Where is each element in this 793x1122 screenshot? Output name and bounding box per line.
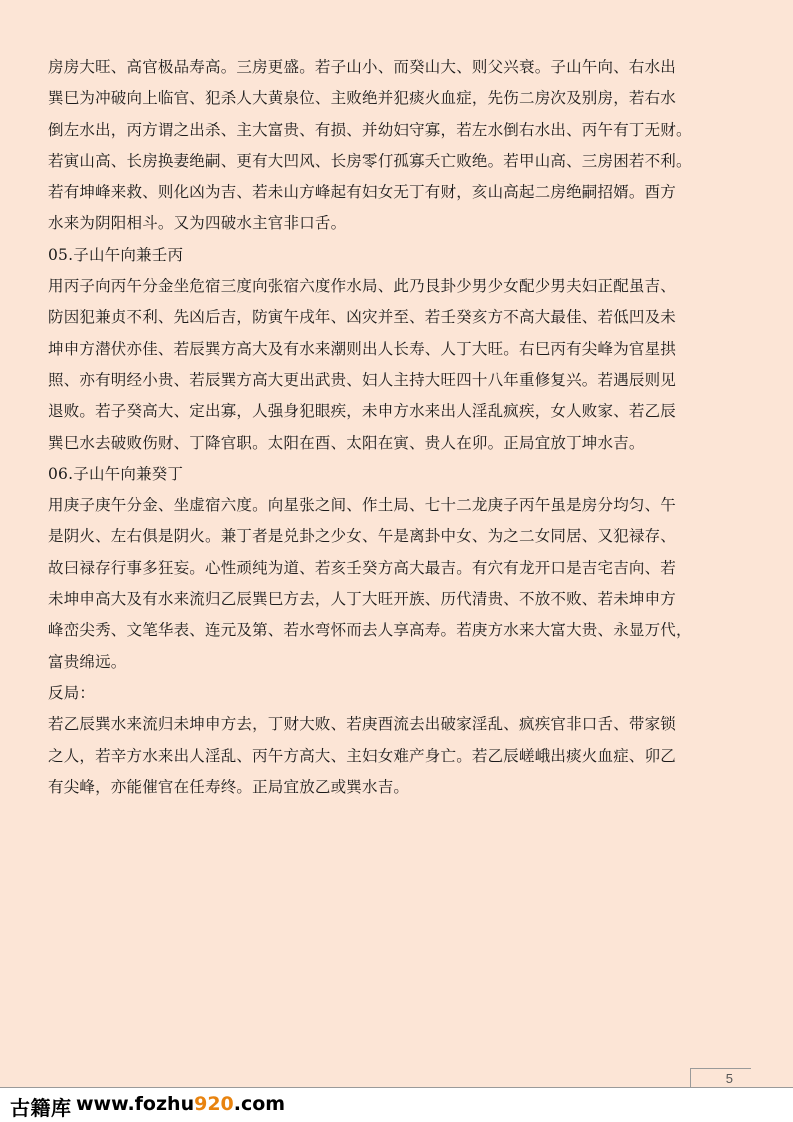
document-body	[48, 52, 750, 803]
text-line: 若有坤峰来救、则化凶为吉、若未山方峰起有妇女无丁有财，亥山高起二房绝嗣招婿。酉方	[48, 183, 677, 202]
page-number-box	[690, 1068, 751, 1089]
text-line: 巽巳为冲破向上临官、犯杀人大黄泉位、主败绝并犯痰火血症，先伤二房次及别房，若右水	[48, 89, 677, 108]
text-line: 房房大旺、高官极品寿高。三房更盛。若子山小、而癸山大、则父兴衰。子山午向、右水出	[48, 58, 677, 76]
section-heading-05: 05.子山午向兼壬丙	[48, 245, 184, 264]
section-heading-06: 06.子山午向兼癸丁	[48, 464, 184, 483]
text-line: 水来为阴阳相斗。又为四破水主官非口舌。	[48, 214, 347, 233]
text-line: 富贵绵远。	[48, 652, 127, 671]
footer-url[interactable]	[76, 1093, 285, 1115]
text-line: 若寅山高、长房换妻绝嗣、更有大凹风、长房零仃孤寡夭亡败绝。若甲山高、三房困若不利。	[48, 151, 692, 170]
footer-url-highlight: 920	[194, 1093, 234, 1115]
page-number: 5	[725, 1071, 733, 1086]
section-heading-reverse: 反局：	[48, 683, 96, 702]
text-line: 防因犯兼贞不利、先凶后吉，防寅午戌年、凶灾并至、若壬癸亥方不高大最佳、若低凹及未	[48, 308, 677, 327]
footer-url-suffix: .com	[233, 1093, 286, 1115]
text-line: 是阴火、左右俱是阴火。兼丁者是兑卦之少女、午是离卦中女、为之二女同居、又犯禄存、	[48, 527, 677, 546]
text-line: 坤申方潜伏亦佳、若辰巽方高大及有水来潮则出人长寿、人丁大旺。右巳丙有尖峰为官星拱	[48, 339, 677, 358]
text-line: 若乙辰巽水来流归未坤申方去，丁财大败、若庚酉流去出破家淫乱、疯疾官非口舌、带家锁	[48, 715, 677, 734]
text-line: 用丙子向丙午分金坐危宿三度向张宿六度作水局、此乃艮卦少男少女配少男夫妇正配虽吉、	[48, 277, 677, 296]
text-line: 退败。若子癸高大、定出寡，人强身犯眼疾，未申方水来出人淫乱疯疾，女人败家、若乙辰	[48, 402, 677, 421]
text-line: 峰峦尖秀、文笔华表、连元及第、若水弯怀而去人享高寿。若庚方水来大富大贵、永显万代，	[48, 621, 692, 640]
footer-brand-logo: 古籍库	[10, 1096, 72, 1120]
text-line: 未坤申高大及有水来流归乙辰巽巳方去，人丁大旺开族、历代清贵、不放不败、若未坤申方	[48, 590, 677, 609]
text-line: 照、亦有明经小贵、若辰巽方高大更出武贵、妇人主持大旺四十八年重修复兴。若遇辰则见	[48, 370, 677, 389]
text-line: 倒左水出，丙方谓之出杀、主大富贵、有损、并幼妇守寡，若左水倒右水出、丙午有丁无财。	[48, 120, 692, 139]
text-line: 巽巳水去破败伤财、丁降官职。太阳在酉、太阳在寅、贵人在卯。正局宜放丁坤水吉。	[48, 433, 645, 452]
text-line: 有尖峰，亦能催官在任寿终。正局宜放乙或巽水吉。	[48, 777, 410, 796]
footer-url-prefix: www.fozhu	[76, 1093, 195, 1115]
footer-banner	[0, 1088, 793, 1122]
text-line: 故曰禄存行事多狂妄。心性顽纯为道、若亥壬癸方高大最吉。有穴有龙开口是吉宅吉向、若	[48, 558, 677, 577]
text-line: 之人，若辛方水来出人淫乱、丙午方高大、主妇女难产身亡。若乙辰嵯峨出痰火血症、卯乙	[48, 746, 677, 765]
text-line: 用庚子庚午分金、坐虚宿六度。向星张之间、作土局、七十二龙庚子丙午虽是房分均匀、午	[48, 496, 677, 515]
